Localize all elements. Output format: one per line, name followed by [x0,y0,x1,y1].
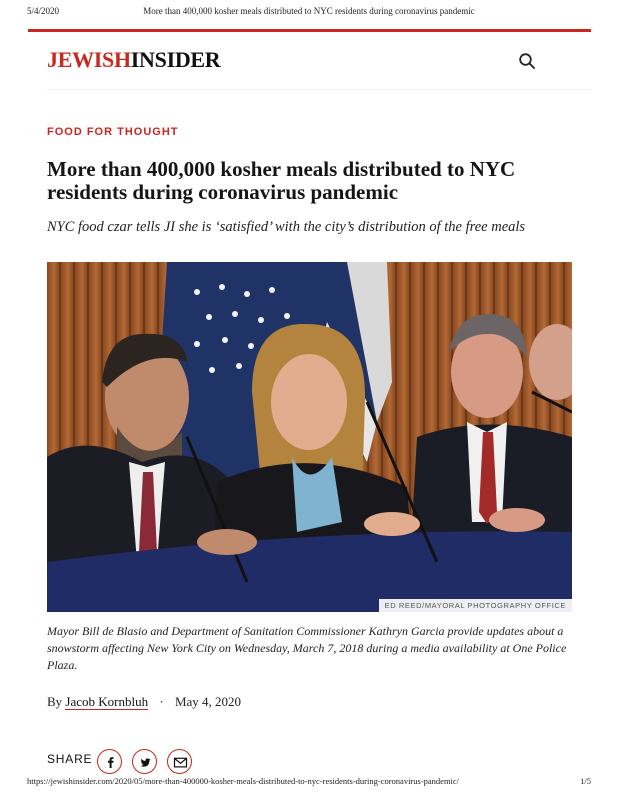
author-link[interactable]: Jacob Kornbluh [65,694,149,709]
facebook-share-button[interactable] [97,749,122,774]
page-number: 1/5 [580,776,591,786]
press-conference-image [47,262,572,612]
logo-jewish: JEWISH [47,47,131,72]
search-icon[interactable] [518,52,536,70]
top-accent-bar [28,29,591,32]
article-kicker[interactable]: FOOD FOR THOUGHT [47,126,179,138]
header-divider [47,89,591,90]
photo-credit: ED REED/MAYORAL PHOTOGRAPHY OFFICE [379,599,572,612]
byline-prefix: By [47,694,63,709]
photo-caption: Mayor Bill de Blasio and Department of Sanitation Commissioner Kathryn Garcia provide updates about a snowstorm affecting New York City on Wednesday, March 7, 2018 during a media availability at One Police Plaza. [47,624,567,672]
email-share-button[interactable] [167,749,192,774]
site-logo[interactable] [47,48,220,72]
twitter-icon [133,750,158,775]
article-photo [47,262,572,612]
print-url: https://jewishinsider.com/2020/05/more-than-400000-kosher-meals-distributed-to-nyc-residents-during-coronavirus-pandemic/ [27,776,460,786]
byline [47,694,241,710]
print-date: 5/4/2020 [27,6,60,16]
publish-date: May 4, 2020 [174,694,242,709]
facebook-icon [98,750,123,775]
byline-separator: · [159,694,164,709]
email-icon [168,750,193,775]
article-headline: More than 400,000 kosher meals distributed to NYC residents during coronavirus pandemic [47,157,516,204]
share-label: SHARE [47,752,93,766]
print-title: More than 400,000 kosher meals distributed to NYC residents during coronavirus pandemic [143,6,475,16]
twitter-share-button[interactable] [132,749,157,774]
article-dek: NYC food czar tells JI she is ‘satisfied’ with the city’s distribution of the free meals [47,219,526,235]
logo-insider: INSIDER [130,47,221,72]
